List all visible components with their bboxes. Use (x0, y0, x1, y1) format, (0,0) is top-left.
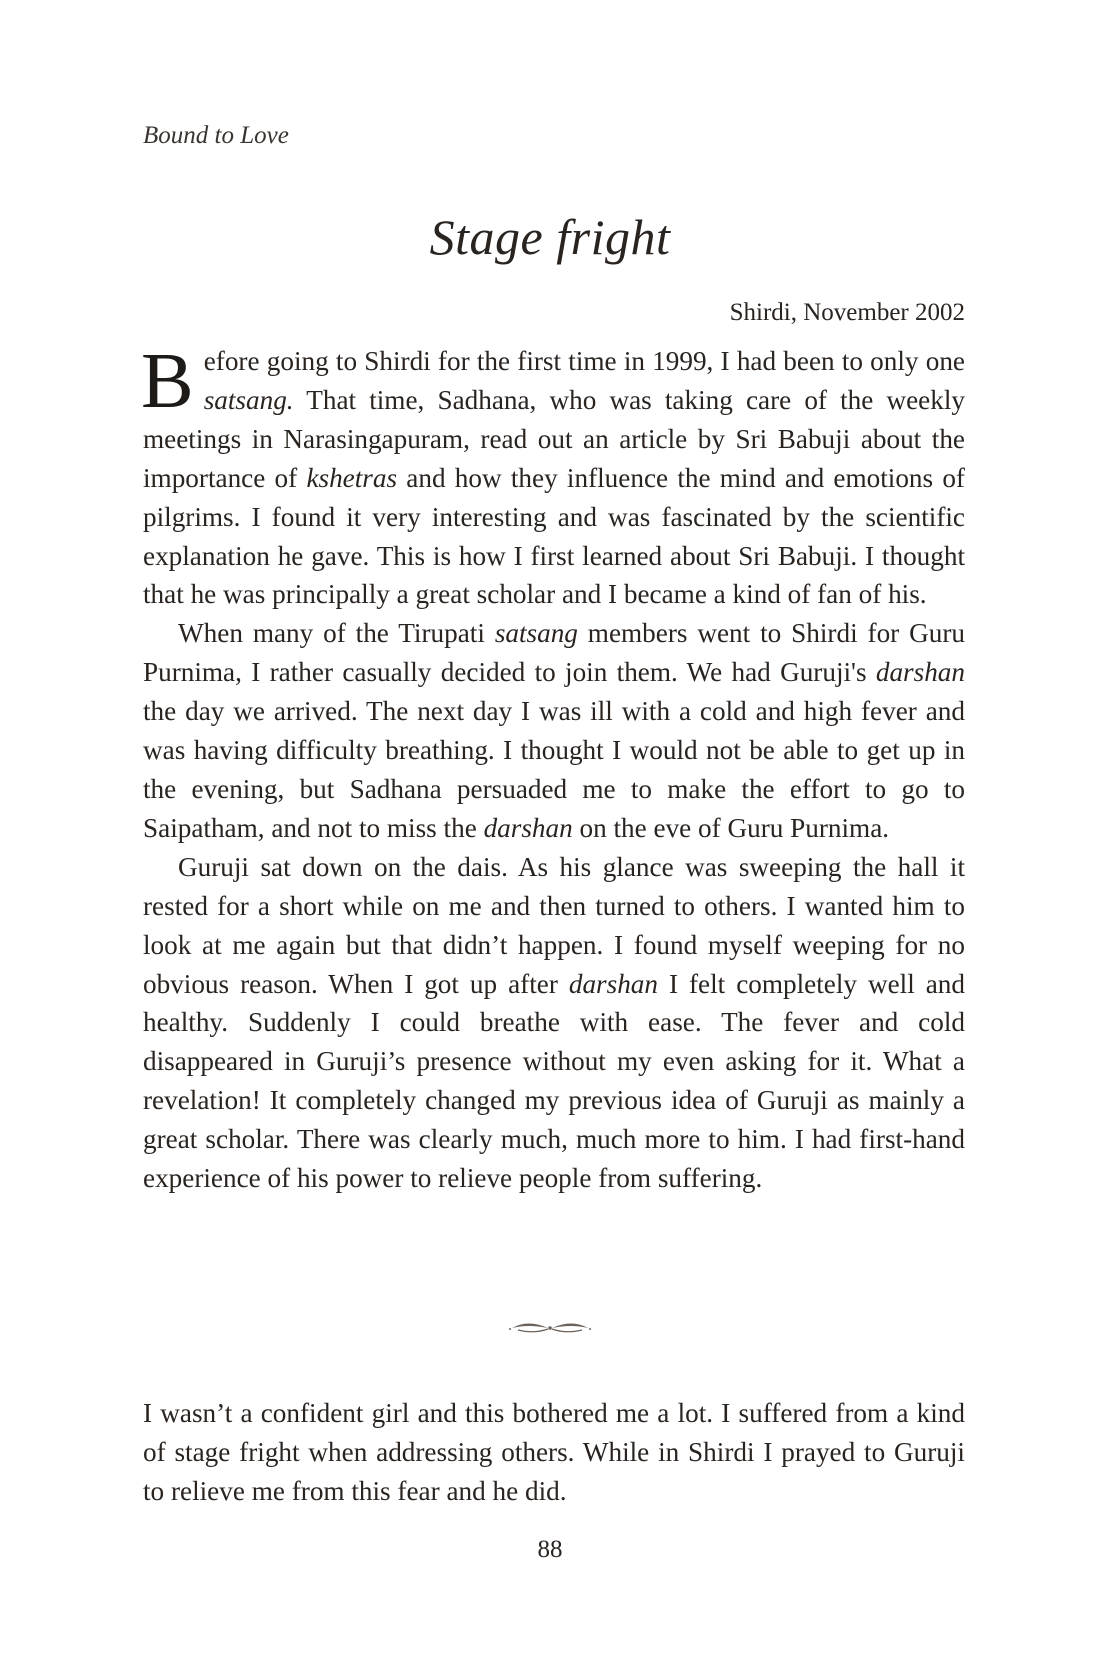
paragraph-1-italic-1: satsang. (203, 384, 294, 415)
paragraph-3-text-1: Guruji sat down on the dais. As his glance was sweeping the hall it rested for a short while on me and then turned to others. I wanted him to look at me again but that didn’t happen. I found myself weeping for no obvious reason. When I got up after (143, 851, 965, 999)
paragraph-2-text-2: members went to Shirdi for Guru Purnima, I rather casually decided to join them. We had Guruji's (143, 618, 965, 688)
flourish-ornament-icon (0, 1320, 1100, 1341)
paragraph-1-text-1: efore going to Shirdi for the first time in 1999, I had been to only one (203, 346, 965, 376)
paragraph-3 (143, 848, 965, 1198)
paragraph-1 (141, 338, 965, 614)
paragraph-3-italic-1: darshan (568, 968, 658, 999)
paragraph-2 (143, 614, 965, 847)
paragraph-2-text-3: the day we arrived. The next day I was ill with a cold and high fever and was having difficulty breathing. I thought I would not be able to get up in the evening, but Sadhana persuaded me to make the effort to go to Saipatham, and not to miss the (143, 696, 965, 843)
dateline: Shirdi, November 2002 (729, 299, 965, 326)
paragraph-1-text-2: That time, Sadhana, who was taking care of the weekly meetings in Narasingapuram, read out an article by Sri Babuji about the importance of (143, 384, 965, 493)
drop-cap: B (141, 338, 194, 425)
paragraph-1-italic-2: kshetras (306, 462, 398, 493)
page-number: 88 (537, 1536, 563, 1563)
paragraph-1-text-3: and how they influence the mind and emotions of pilgrims. I found it very interesting and was fascinated by the scientific explanation he gave. This is how I first learned about Sri Babuji. I thought that he was principally a great scholar and I became a kind of fan of his. (143, 462, 965, 610)
paragraph-2-italic-1: satsang (494, 618, 578, 649)
main-text (141, 338, 965, 1198)
paragraph-2-text-1: When many of the Tirupati (178, 618, 495, 649)
chapter-title: Stage fright (429, 209, 671, 265)
running-head: Bound to Love (143, 122, 289, 149)
paragraph-2-text-4: on the eve of Guru Purnima. (572, 812, 890, 843)
paragraph-4: I wasn’t a confident girl and this bothered me a lot. I suffered from a kind of stage fright when addressing others. While in Shirdi I prayed to Guruji to relieve me from this fear and he did. (143, 1398, 965, 1506)
paragraph-2-italic-3: darshan (483, 812, 573, 843)
paragraph-2-italic-2: darshan (875, 657, 965, 688)
section-text (143, 1394, 965, 1511)
paragraph-3-text-2: I felt completely well and healthy. Suddenly I could breathe with ease. The fever and cold disappeared in Guruji’s presence without my even asking for it. What a revelation! It completely changed my previous idea of Guruji as mainly a great scholar. There was clearly much, much more to him. I had first-hand experience of his power to relieve people from suffering. (143, 968, 965, 1194)
